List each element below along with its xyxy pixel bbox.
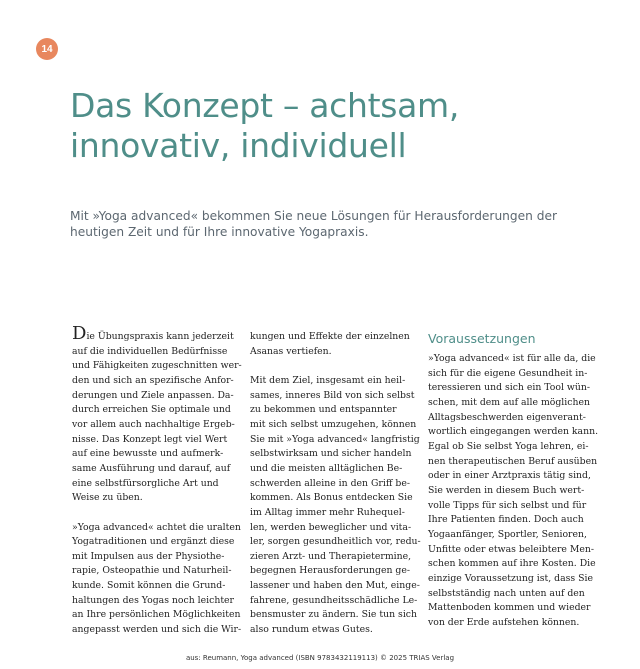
body-line: Egal ob Sie selbst Yoga lehren, ei- [428,440,589,452]
body-line: derungen und Ziele anpassen. Da- [72,389,234,401]
body-line: zu bekommen und entspannter [250,404,397,416]
body-line: Sie mit »Yoga advanced« langfristig [250,433,420,445]
body-line: sames, inneres Bild von sich selbst [250,389,415,401]
body-line: volle Tipps für sich selbst und für [428,499,587,511]
body-line: also rundum etwas Gutes. [250,624,373,636]
body-line: haltungen des Yogas noch leichter [72,594,234,606]
body-line: bensmuster zu ändern. Sie tun sich [250,609,417,621]
body-line: Sie werden in diesem Buch wert- [428,484,585,496]
drop-cap: D [72,323,87,344]
body-line: nen therapeutischen Beruf ausüben [428,455,598,467]
source-footer: aus: Reumann, Yoga advanced (ISBN 9783432119113) © 2025 TRIAS Verlag [185,654,455,662]
lead-line: Mit »Yoga advanced« bekommen Sie neue Lösungen für Herausforderungen der [70,209,557,223]
body-line: fahrene, gesundheitsschädliche Le- [250,594,418,606]
body-line: und Fähigkeiten zugeschnitten wer- [72,360,242,372]
body-line: wortlich eingegangen werden kann. [428,426,599,438]
body-line: angepasst werden und sich die Wir- [72,624,242,636]
body-line: den und sich an spezifische Anfor- [72,374,234,386]
body-line: kommen. Als Bonus entdecken Sie [250,492,413,504]
body-line: selbstständig nach unten auf den [428,587,585,599]
title-line: innovativ, individuell [70,126,407,165]
body-line: len, werden beweglicher und vita- [250,521,412,533]
body-line: von der Erde aufstehen können. [428,616,580,628]
body-line: kunde. Somit können die Grund- [72,580,226,592]
body-line: lassener und haben den Mut, einge- [250,580,420,592]
body-line: an Ihre persönlichen Möglichkeiten [72,609,241,621]
lead-line: heutigen Zeit und für Ihre innovative Yogapraxis. [70,225,369,239]
body-line: kungen und Effekte der einzelnen [250,331,410,342]
paragraph-gap [72,506,232,521]
body-line: rapie, Osteopathie und Naturheil- [72,565,232,577]
body-line: teressieren und sich ein Tool wün- [428,382,590,394]
body-line: »Yoga advanced« ist für alle da, die [428,353,596,364]
body-line: selbstwirksam und sicher handeln [250,448,412,460]
body-line: mit sich selbst umzugehen, können [250,418,417,430]
body-line: Ihre Patienten finden. Doch auch [428,514,584,526]
body-line: vor allem auch nachhaltige Ergeb- [72,418,235,430]
body-line: einzige Voraussetzung ist, dass Sie [428,572,593,584]
body-line: Weise zu üben. [72,492,143,504]
paragraph-gap [250,359,410,374]
page-title [70,86,590,166]
body-line: mit Impulsen aus der Physiothe- [72,550,225,562]
body-line: auf eine bewusste und aufmerk- [72,448,224,460]
body-line: ler, sorgen gesundheitlich vor, redu- [250,536,421,548]
text-column-1 [72,323,242,638]
body-line: »Yoga advanced« achtet die uralten [72,521,241,533]
body-line: Mit dem Ziel, insgesamt ein heil- [250,374,406,386]
first-line-text: ie Übungspraxis kann jederzeit [86,331,234,342]
body-line: schwerden alleine in den Griff be- [250,477,410,489]
body-line: Yogaanfänger, Sportler, Senioren, [428,528,587,540]
body-line: Mattenboden kommen und wieder [428,602,591,614]
first-line [72,323,234,345]
body-line: Alltagsbeschwerden eigenverant- [428,411,586,423]
text-column-3 [428,352,599,630]
body-line: begegnen Herausforderungen ge- [250,565,410,577]
body-line: same Ausführung und darauf, auf [72,462,231,474]
body-line: auf die individuellen Bedürfnisse [72,345,228,357]
body-line: Unfitte oder etwas beleibtere Men- [428,543,595,555]
body-line: Yogatraditionen und ergänzt diese [72,536,235,548]
body-line: und die meisten alltäglichen Be- [250,462,403,474]
body-line: eine selbstfürsorgliche Art und [72,477,219,489]
body-line: zieren Arzt- und Therapietermine, [250,550,412,562]
body-line: im Alltag immer mehr Ruhequel- [250,506,405,518]
body-line: durch erreichen Sie optimale und [72,404,231,416]
body-line: nisse. Das Konzept legt viel Wert [72,433,228,445]
body-line: oder in einer Arztpraxis tätig sind, [428,470,591,482]
body-line: sich für die eigene Gesundheit in- [428,367,588,379]
body-line: schen kommen auf ihre Kosten. Die [428,558,596,570]
section-heading-voraussetzungen: Voraussetzungen [428,331,536,346]
page-number-badge: 14 [36,38,58,60]
body-line: schen, mit dem auf alle möglichen [428,396,590,408]
lead-paragraph [70,208,590,240]
title-line: Das Konzept – achtsam, [70,86,460,125]
text-column-2 [250,330,421,638]
body-line: Asanas vertiefen. [250,345,332,357]
